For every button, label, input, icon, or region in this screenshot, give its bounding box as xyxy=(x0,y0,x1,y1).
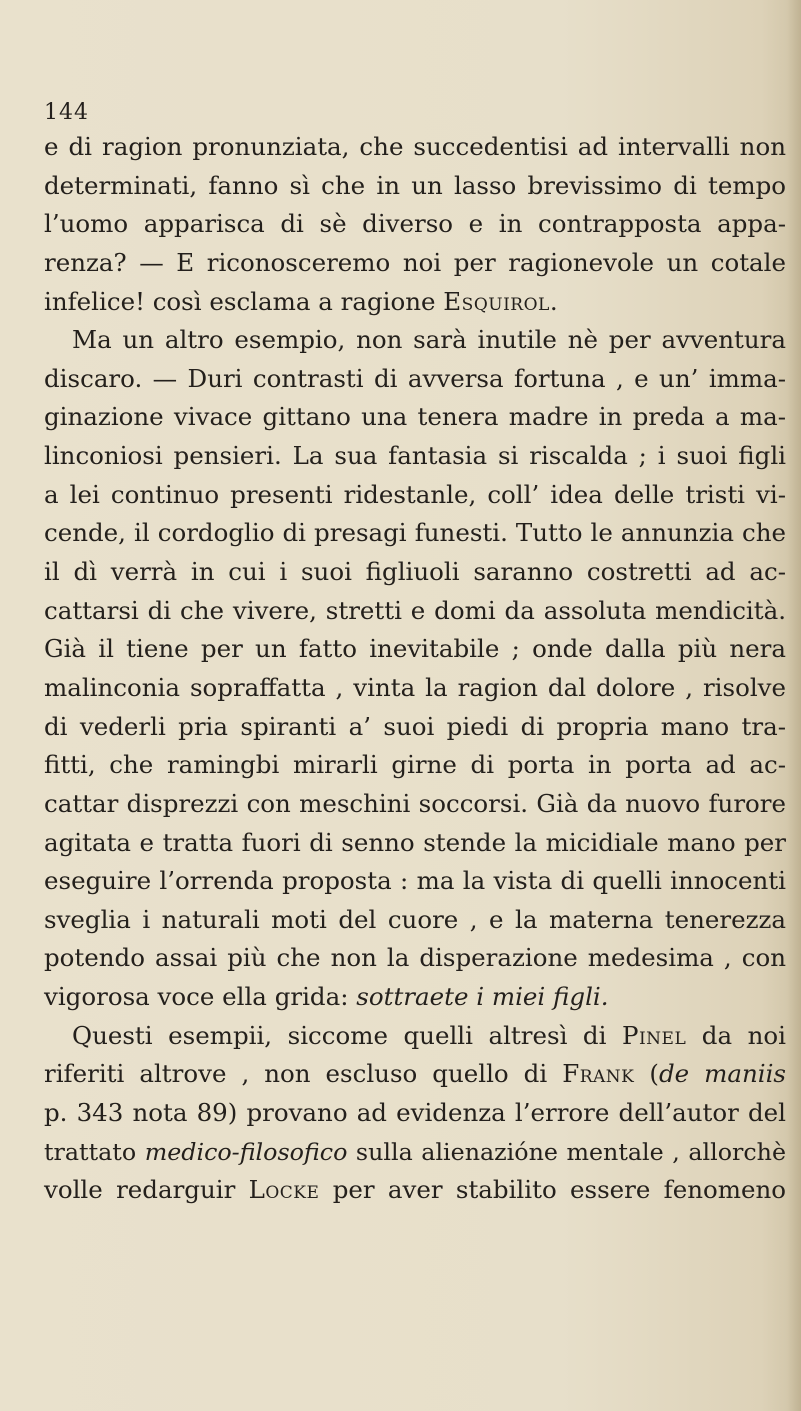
text-line xyxy=(44,128,786,167)
text-run: a lei continuo presenti ridestanle, coll’ idea delle tristi vi- xyxy=(44,479,786,509)
author-name: Pinel xyxy=(621,1020,687,1050)
text-run: Già il tiene per un fatto inevitabile ; onde dalla più nera xyxy=(44,634,786,664)
text-run: agitata e tratta fuori di senno stende la micidiale mano per xyxy=(44,827,786,857)
author-name: Locke xyxy=(248,1175,320,1205)
text-run: cattar disprezzi con meschini soccorsi. Già da nuovo furore xyxy=(44,788,786,818)
page-edge-shadow xyxy=(787,0,801,1411)
text-run: fitti, che ramingbi mirarli girne di porta in porta ad ac- xyxy=(44,750,786,780)
text-run: linconiosi pensieri. La sua fantasia si riscalda ; i suoi figli xyxy=(44,441,786,471)
text-run: sveglia i naturali moti del cuore , e la materna tenerezza xyxy=(44,904,786,934)
text-run: p. 343 nota 89) provano ad evidenza l’errore dell’autor del xyxy=(44,1098,786,1128)
text-run: da noi xyxy=(686,1020,786,1050)
italic-text: de maniis xyxy=(658,1059,786,1089)
text-line xyxy=(44,283,786,322)
text-run: cattarsi di che vivere, stretti e domi da assoluta mendicità. xyxy=(44,595,786,625)
text-line xyxy=(44,476,786,515)
text-run: renza? — E riconosceremo noi per ragionevole un cotale xyxy=(44,247,786,277)
text-line xyxy=(44,978,786,1017)
text-run: ginazione vivace gittano una tenera madre in preda a ma- xyxy=(44,402,786,432)
text-run: e di ragion pronunziata, che succedentisi ad intervalli non xyxy=(44,132,786,161)
body-text xyxy=(44,128,786,1210)
text-run: riferiti altrove , non escluso quello di xyxy=(44,1059,563,1089)
author-name: Frank xyxy=(562,1059,635,1089)
text-run: vigorosa voce ella grida: xyxy=(44,982,357,1012)
text-line xyxy=(44,746,786,785)
text-run: di vederli pria spiranti a’ suoi piedi di propria mano tra- xyxy=(44,711,786,741)
text-line xyxy=(44,437,786,476)
text-line xyxy=(44,862,786,901)
text-run: . xyxy=(549,286,558,316)
text-line xyxy=(44,1133,786,1172)
text-run: trattato xyxy=(44,1137,145,1166)
text-run: l’uomo apparisca di sè diverso e in contrapposta appa- xyxy=(44,209,786,239)
text-line xyxy=(44,708,786,747)
page-number: 144 xyxy=(44,100,89,125)
text-line xyxy=(44,824,786,863)
text-run: potendo assai più che non la disperazione medesima , con xyxy=(44,943,786,973)
italic-text: medico-filosofico xyxy=(144,1137,348,1166)
text-run: Ma un altro esempio, non sarà inutile nè per avventura xyxy=(72,325,786,355)
text-line xyxy=(44,1017,786,1056)
text-line xyxy=(44,669,786,708)
text-line xyxy=(44,785,786,824)
text-line xyxy=(44,1171,786,1210)
text-line xyxy=(44,360,786,399)
text-run: il dì verrà in cui i suoi figliuoli saranno costretti ad ac- xyxy=(44,557,786,587)
text-run: determinati, fanno sì che in un lasso brevissimo di tempo xyxy=(44,170,786,200)
text-run: cende, il cordoglio di presagi funesti. Tutto le annunzia che xyxy=(44,518,786,548)
text-line xyxy=(44,1094,786,1133)
text-run: malinconia sopraffatta , vinta la ragion dal dolore , risolve xyxy=(44,672,786,702)
text-run: eseguire l’orrenda proposta : ma la vista di quelli innocenti xyxy=(44,866,786,896)
text-run: Questi esempii, siccome quelli altresì di xyxy=(72,1020,622,1050)
text-line xyxy=(44,321,786,360)
text-line xyxy=(44,630,786,669)
text-line xyxy=(44,592,786,631)
italic-text: sottraete i miei figli. xyxy=(356,982,609,1012)
text-line xyxy=(44,167,786,206)
text-line xyxy=(44,514,786,553)
text-run: discaro. — Duri contrasti di avversa fortuna , e un’ imma- xyxy=(44,363,786,393)
text-run: infelice! così esclama a ragione xyxy=(44,286,444,316)
text-line xyxy=(44,244,786,283)
text-run: sulla alienazióne mentale , allorchè xyxy=(347,1137,786,1166)
text-line xyxy=(44,205,786,244)
author-name: Esquirol xyxy=(443,286,550,316)
text-line xyxy=(44,398,786,437)
text-run: ( xyxy=(634,1059,659,1089)
text-line xyxy=(44,553,786,592)
text-line xyxy=(44,939,786,978)
text-run: volle redarguir xyxy=(44,1175,249,1205)
text-line xyxy=(44,901,786,940)
text-line xyxy=(44,1055,786,1094)
text-run: per aver stabilito essere fenomeno xyxy=(319,1175,787,1205)
